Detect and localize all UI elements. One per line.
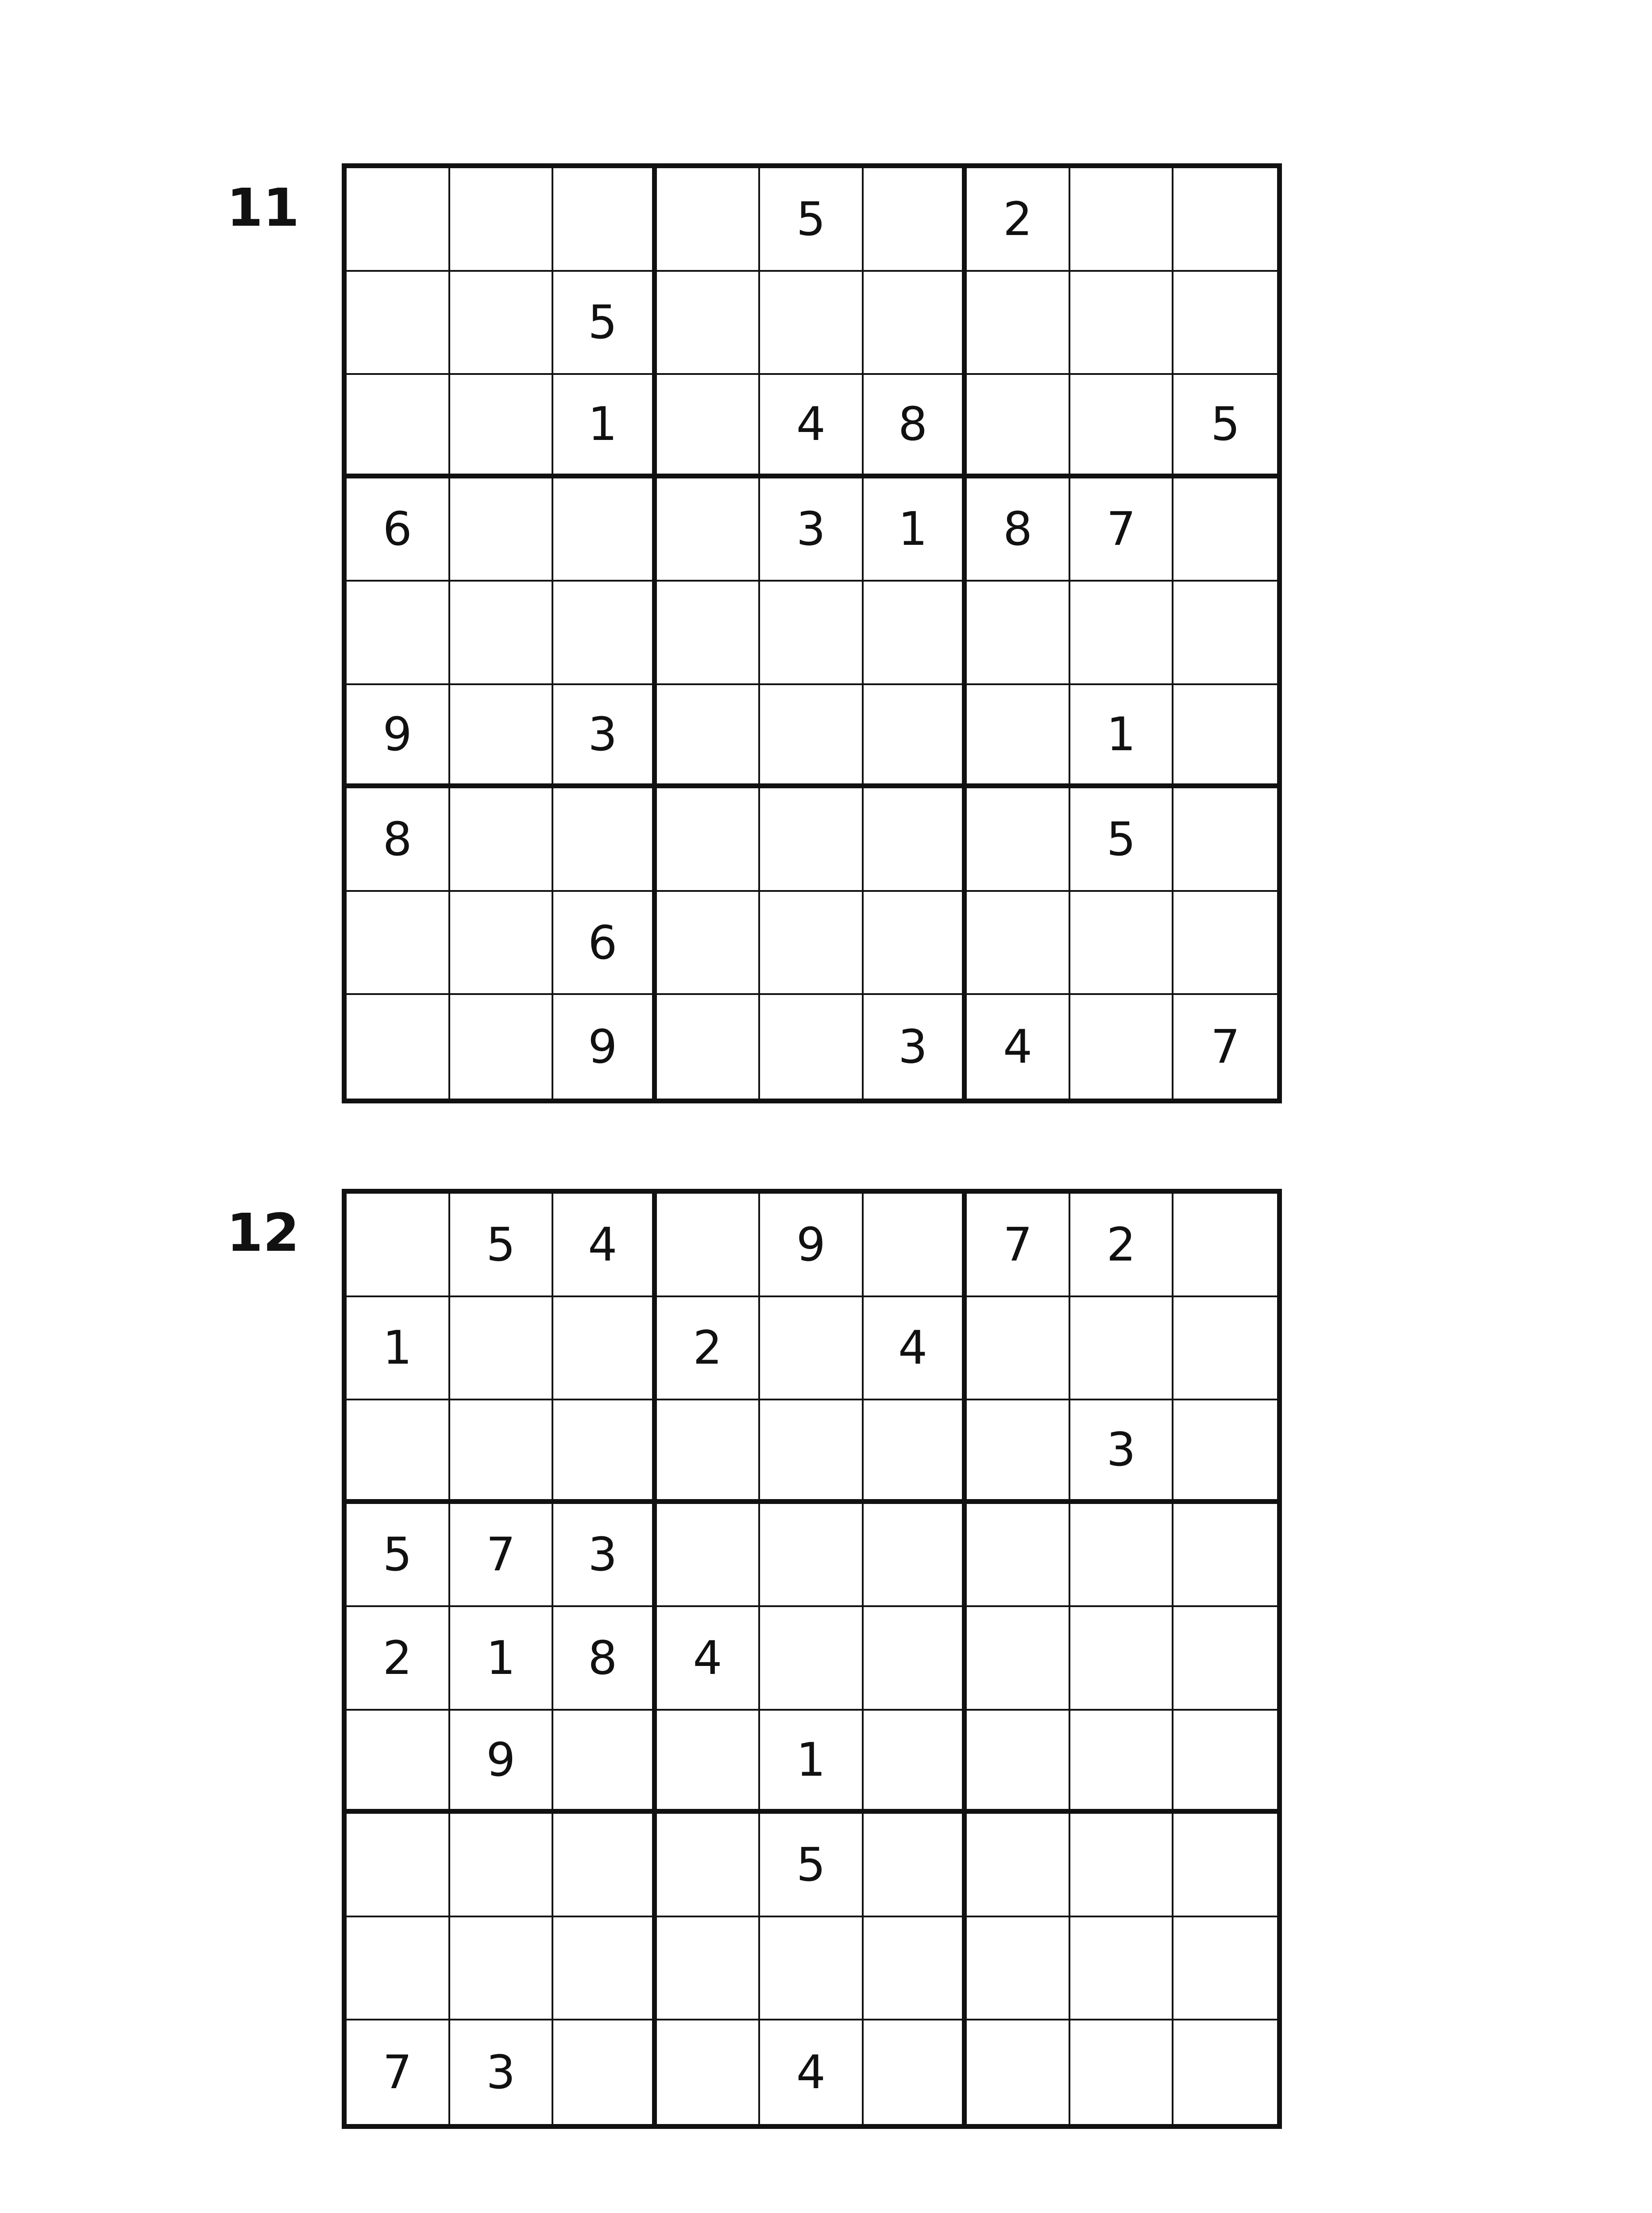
sudoku-cell[interactable] (450, 375, 554, 478)
sudoku-grid (342, 163, 1282, 1103)
cell-digit: 3 (588, 707, 618, 762)
sudoku-cell[interactable] (967, 478, 1070, 582)
sudoku-cell[interactable] (450, 1400, 554, 1504)
cell-digit: 8 (588, 1631, 618, 1685)
sudoku-cell[interactable] (967, 1400, 1070, 1504)
cell-digit: 7 (1211, 1020, 1240, 1074)
sudoku-cell[interactable] (553, 375, 657, 478)
sudoku-cell[interactable] (864, 1917, 967, 2021)
sudoku-cell[interactable] (347, 1607, 450, 1711)
sudoku-cell[interactable] (347, 892, 450, 995)
sudoku-cell[interactable] (864, 375, 967, 478)
sudoku-cell[interactable] (967, 1711, 1070, 1814)
sudoku-cell[interactable] (450, 788, 554, 892)
sudoku-cell[interactable] (1173, 168, 1277, 272)
sudoku-cell[interactable] (1070, 892, 1174, 995)
sudoku-cell[interactable] (967, 995, 1070, 1099)
sudoku-cell[interactable] (450, 168, 554, 272)
sudoku-cell[interactable] (553, 582, 657, 685)
sudoku-cell[interactable] (1173, 1504, 1277, 1608)
sudoku-cell[interactable] (864, 2020, 967, 2124)
sudoku-cell[interactable] (657, 1297, 760, 1401)
cell-digit: 9 (382, 707, 412, 762)
sudoku-cell[interactable] (760, 2020, 864, 2124)
sudoku-grid (342, 1189, 1282, 2129)
sudoku-cell[interactable] (864, 892, 967, 995)
sudoku-cell[interactable] (657, 995, 760, 1099)
sudoku-cell[interactable] (760, 1814, 864, 1917)
cell-digit: 5 (382, 1527, 412, 1582)
sudoku-cell[interactable] (450, 1504, 554, 1608)
sudoku-cell[interactable] (760, 272, 864, 375)
sudoku-cell[interactable] (450, 1297, 554, 1401)
cell-digit: 1 (486, 1631, 516, 1685)
sudoku-cell[interactable] (760, 892, 864, 995)
sudoku-cell[interactable] (760, 1917, 864, 2021)
sudoku-cell[interactable] (864, 685, 967, 789)
cell-digit: 3 (796, 502, 826, 556)
sudoku-cell[interactable] (553, 1607, 657, 1711)
sudoku-cell[interactable] (1070, 1297, 1174, 1401)
sudoku-cell[interactable] (657, 788, 760, 892)
sudoku-cell[interactable] (450, 1711, 554, 1814)
sudoku-cell[interactable] (450, 1814, 554, 1917)
sudoku-cell[interactable] (1173, 1194, 1277, 1297)
sudoku-cell[interactable] (553, 788, 657, 892)
sudoku-cell[interactable] (1173, 1917, 1277, 2021)
cell-digit: 9 (796, 1217, 826, 1272)
sudoku-cell[interactable] (553, 2020, 657, 2124)
sudoku-cell[interactable] (657, 1711, 760, 1814)
cell-digit: 4 (796, 397, 826, 451)
sudoku-cell[interactable] (553, 478, 657, 582)
sudoku-cell[interactable] (864, 582, 967, 685)
sudoku-cell[interactable] (967, 375, 1070, 478)
sudoku-cell[interactable] (1173, 478, 1277, 582)
cell-digit: 5 (1211, 397, 1240, 451)
sudoku-cell[interactable] (760, 685, 864, 789)
sudoku-cell[interactable] (553, 1194, 657, 1297)
sudoku-cell[interactable] (553, 1814, 657, 1917)
sudoku-cell[interactable] (347, 478, 450, 582)
sudoku-cell[interactable] (1070, 1814, 1174, 1917)
sudoku-cell[interactable] (967, 1917, 1070, 2021)
sudoku-cell[interactable] (347, 375, 450, 478)
cell-digit: 8 (898, 397, 928, 451)
sudoku-cell[interactable] (1173, 1814, 1277, 1917)
sudoku-cell[interactable] (760, 168, 864, 272)
sudoku-cell[interactable] (967, 1504, 1070, 1608)
sudoku-cell[interactable] (1070, 995, 1174, 1099)
sudoku-cell[interactable] (657, 1400, 760, 1504)
sudoku-cell[interactable] (450, 2020, 554, 2124)
sudoku-cell[interactable] (657, 272, 760, 375)
cell-digit: 4 (693, 1631, 722, 1685)
cell-digit: 2 (693, 1321, 722, 1375)
sudoku-cell[interactable] (553, 1917, 657, 2021)
sudoku-cell[interactable] (967, 1194, 1070, 1297)
cell-digit: 6 (382, 502, 412, 556)
sudoku-cell[interactable] (657, 375, 760, 478)
cell-digit: 8 (382, 812, 412, 867)
sudoku-cell[interactable] (760, 788, 864, 892)
sudoku-cell[interactable] (347, 1711, 450, 1814)
sudoku-cell[interactable] (1173, 582, 1277, 685)
cell-digit: 4 (1003, 1020, 1033, 1074)
sudoku-cell[interactable] (1070, 478, 1174, 582)
sudoku-cell[interactable] (450, 892, 554, 995)
sudoku-cell[interactable] (347, 1504, 450, 1608)
cell-digit: 6 (588, 915, 618, 970)
cell-digit: 1 (588, 397, 618, 451)
sudoku-cell[interactable] (760, 375, 864, 478)
sudoku-cell[interactable] (864, 788, 967, 892)
sudoku-cell[interactable] (1173, 995, 1277, 1099)
sudoku-cell[interactable] (347, 1917, 450, 2021)
sudoku-cell[interactable] (450, 272, 554, 375)
sudoku-cell[interactable] (1173, 1607, 1277, 1711)
cell-digit: 2 (1003, 192, 1033, 246)
sudoku-cell[interactable] (657, 1607, 760, 1711)
sudoku-cell[interactable] (864, 478, 967, 582)
sudoku-cell[interactable] (1070, 1400, 1174, 1504)
sudoku-cell[interactable] (1173, 1400, 1277, 1504)
sudoku-cell[interactable] (657, 478, 760, 582)
cell-digit: 9 (486, 1733, 516, 1787)
sudoku-cell[interactable] (760, 1607, 864, 1711)
sudoku-cell[interactable] (967, 892, 1070, 995)
sudoku-cell[interactable] (450, 995, 554, 1099)
cell-digit: 4 (898, 1321, 928, 1375)
sudoku-cell[interactable] (967, 788, 1070, 892)
sudoku-cell[interactable] (864, 272, 967, 375)
sudoku-cell[interactable] (553, 1297, 657, 1401)
sudoku-cell[interactable] (967, 582, 1070, 685)
sudoku-cell[interactable] (657, 1814, 760, 1917)
sudoku-cell[interactable] (347, 685, 450, 789)
sudoku-cell[interactable] (1173, 685, 1277, 789)
cell-digit: 4 (588, 1217, 618, 1272)
sudoku-cell[interactable] (553, 1711, 657, 1814)
sudoku-cell[interactable] (553, 168, 657, 272)
sudoku-cell[interactable] (657, 685, 760, 789)
sudoku-cell[interactable] (657, 168, 760, 272)
sudoku-cell[interactable] (553, 685, 657, 789)
cell-digit: 7 (382, 2045, 412, 2100)
sudoku-cell[interactable] (347, 788, 450, 892)
sudoku-cell[interactable] (553, 995, 657, 1099)
puzzle-number: 12 (227, 1202, 300, 1263)
sudoku-cell[interactable] (1070, 1917, 1174, 2021)
sudoku-cell[interactable] (553, 272, 657, 375)
cell-digit: 7 (1003, 1217, 1033, 1272)
sudoku-cell[interactable] (1173, 1297, 1277, 1401)
sudoku-cell[interactable] (864, 1607, 967, 1711)
sudoku-cell[interactable] (347, 2020, 450, 2124)
sudoku-cell[interactable] (967, 1607, 1070, 1711)
sudoku-cell[interactable] (347, 1814, 450, 1917)
cell-digit: 5 (486, 1217, 516, 1272)
cell-digit: 5 (796, 1838, 826, 1892)
sudoku-cell[interactable] (1070, 1607, 1174, 1711)
sudoku-cell[interactable] (864, 1814, 967, 1917)
sudoku-cell[interactable] (1070, 685, 1174, 789)
cell-digit: 5 (1106, 812, 1136, 867)
cell-digit: 3 (898, 1020, 928, 1074)
sudoku-cell[interactable] (967, 2020, 1070, 2124)
sudoku-cell[interactable] (864, 1297, 967, 1401)
sudoku-cell[interactable] (553, 1504, 657, 1608)
sudoku-cell[interactable] (864, 995, 967, 1099)
sudoku-cell[interactable] (760, 995, 864, 1099)
sudoku-cell[interactable] (450, 1607, 554, 1711)
sudoku-cell[interactable] (864, 1711, 967, 1814)
sudoku-cell[interactable] (967, 1297, 1070, 1401)
sudoku-cell[interactable] (760, 1194, 864, 1297)
sudoku-cell[interactable] (1070, 1711, 1174, 1814)
sudoku-cell[interactable] (864, 1504, 967, 1608)
sudoku-cell[interactable] (657, 1504, 760, 1608)
cell-digit: 1 (382, 1321, 412, 1375)
cell-digit: 5 (588, 295, 618, 350)
sudoku-cell[interactable] (1173, 788, 1277, 892)
sudoku-cell[interactable] (760, 478, 864, 582)
sudoku-cell[interactable] (657, 1917, 760, 2021)
sudoku-cell[interactable] (1173, 892, 1277, 995)
sudoku-cell[interactable] (1070, 272, 1174, 375)
sudoku-cell[interactable] (760, 1711, 864, 1814)
sudoku-cell[interactable] (450, 478, 554, 582)
sudoku-cell[interactable] (1173, 2020, 1277, 2124)
sudoku-cell[interactable] (1070, 788, 1174, 892)
sudoku-cell[interactable] (657, 1194, 760, 1297)
cell-digit: 3 (486, 2045, 516, 2100)
cell-digit: 4 (796, 2045, 826, 2100)
sudoku-cell[interactable] (967, 1814, 1070, 1917)
sudoku-cell[interactable] (1173, 375, 1277, 478)
sudoku-cell[interactable] (864, 1400, 967, 1504)
sudoku-cell[interactable] (450, 582, 554, 685)
sudoku-cell[interactable] (657, 582, 760, 685)
sudoku-cell[interactable] (450, 1917, 554, 2021)
sudoku-cell[interactable] (1173, 1711, 1277, 1814)
cell-digit: 2 (382, 1631, 412, 1685)
cell-digit: 9 (588, 1020, 618, 1074)
cell-digit: 7 (486, 1527, 516, 1582)
sudoku-cell[interactable] (1173, 272, 1277, 375)
sudoku-cell[interactable] (657, 892, 760, 995)
puzzle-number: 11 (227, 177, 300, 238)
sudoku-cell[interactable] (1070, 1194, 1174, 1297)
sudoku-cell[interactable] (347, 1297, 450, 1401)
sudoku-cell[interactable] (967, 685, 1070, 789)
sudoku-cell[interactable] (347, 582, 450, 685)
sudoku-cell[interactable] (967, 272, 1070, 375)
sudoku-cell[interactable] (347, 1194, 450, 1297)
cell-digit: 1 (898, 502, 928, 556)
sudoku-cell[interactable] (1070, 1504, 1174, 1608)
cell-digit: 1 (796, 1733, 826, 1787)
sudoku-cell[interactable] (347, 1400, 450, 1504)
cell-digit: 2 (1106, 1217, 1136, 1272)
cell-digit: 3 (1106, 1423, 1136, 1477)
cell-digit: 1 (1106, 707, 1136, 762)
sudoku-cell[interactable] (1070, 168, 1174, 272)
sudoku-cell[interactable] (760, 1504, 864, 1608)
sudoku-cell[interactable] (1070, 582, 1174, 685)
cell-digit: 5 (796, 192, 826, 246)
sudoku-cell[interactable] (760, 1297, 864, 1401)
sudoku-cell[interactable] (864, 168, 967, 272)
sudoku-cell[interactable] (347, 995, 450, 1099)
cell-digit: 3 (588, 1527, 618, 1582)
sudoku-cell[interactable] (1070, 2020, 1174, 2124)
sudoku-cell[interactable] (1070, 375, 1174, 478)
sudoku-cell[interactable] (450, 685, 554, 789)
sudoku-cell[interactable] (657, 2020, 760, 2124)
cell-digit: 8 (1003, 502, 1033, 556)
sudoku-cell[interactable] (450, 1194, 554, 1297)
sudoku-cell[interactable] (553, 892, 657, 995)
sudoku-cell[interactable] (347, 168, 450, 272)
cell-digit: 7 (1106, 502, 1136, 556)
sudoku-cell[interactable] (553, 1400, 657, 1504)
sudoku-cell[interactable] (347, 272, 450, 375)
sudoku-cell[interactable] (864, 1194, 967, 1297)
sudoku-cell[interactable] (967, 168, 1070, 272)
sudoku-cell[interactable] (760, 1400, 864, 1504)
sudoku-cell[interactable] (760, 582, 864, 685)
